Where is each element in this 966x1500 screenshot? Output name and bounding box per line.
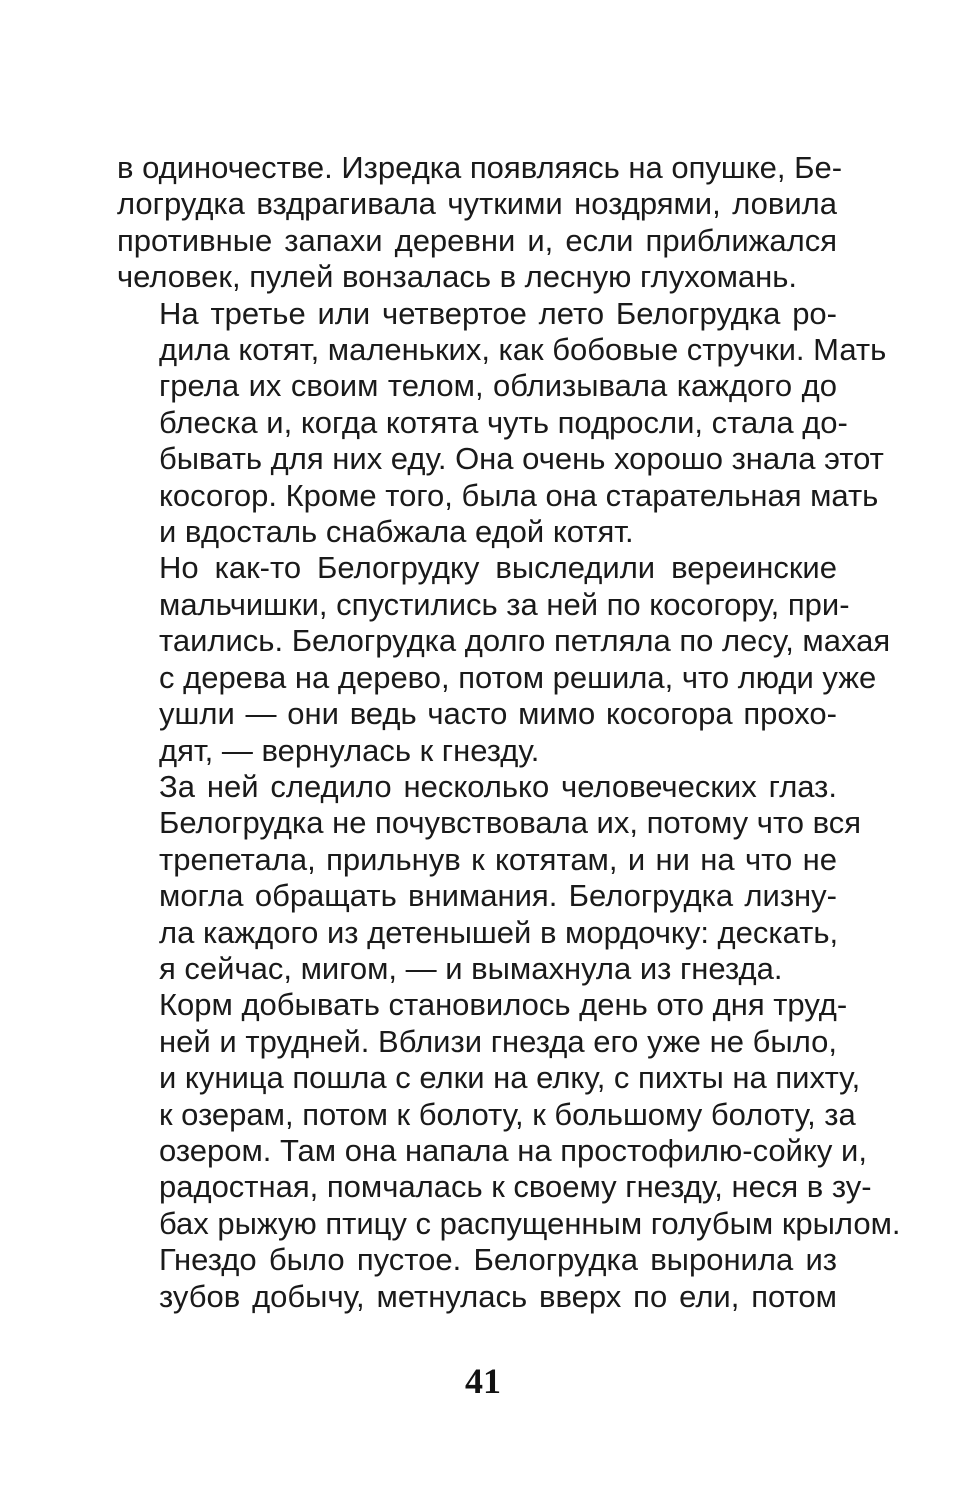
text-line: ла каждого из детенышей в мордочку: дескать, bbox=[159, 914, 839, 950]
text-line: ушли — они ведь часто мимо косогора прохо- bbox=[159, 696, 837, 732]
text-line: могла обращать внимания. Белогрудка лизну- bbox=[159, 878, 837, 914]
text-line: бывать для них еду. Она очень хорошо знала этот bbox=[159, 441, 884, 477]
text-line: косогор. Кроме того, была она старательная мать bbox=[159, 477, 879, 513]
text-line: мальчишки, спустились за ней по косогору, при- bbox=[159, 586, 850, 622]
text-line: Гнездо было пустое. Белогрудка выронила из bbox=[159, 1242, 837, 1278]
text-line: грела их своим телом, облизывала каждого до bbox=[159, 368, 837, 404]
text-line: с дерева на дерево, потом решила, что люди уже bbox=[159, 659, 877, 695]
text-line: Белогрудка не почувствовала их, потому что вся bbox=[159, 805, 862, 841]
text-line: За ней следило несколько человеческих глаз. bbox=[159, 768, 837, 804]
text-line: радостная, помчалась к своему гнезду, неся в зу- bbox=[159, 1169, 872, 1205]
text-line: ней и трудней. Вблизи гнезда его уже не было, bbox=[159, 1023, 837, 1059]
paragraph-2 bbox=[117, 295, 887, 551]
text-line: в одиночестве. Изредка появляясь на опушке, Бе- bbox=[117, 150, 843, 185]
text-line: трепетала, прильнув к котятам, и ни на что не bbox=[159, 841, 837, 877]
text-line: противные запахи деревни и, если приближался bbox=[117, 222, 837, 258]
text-line: дила котят, маленьких, как бобовые стручки. Мать bbox=[159, 332, 887, 368]
text-line: человек, пулей вонзалась в лесную глухомань. bbox=[117, 259, 798, 295]
text-line: На третье или четвертое лето Белогрудка ро- bbox=[159, 295, 837, 331]
text-line: Но как-то Белогрудку выследили вереинские bbox=[159, 550, 837, 586]
text-line: и вдосталь снабжала едой котят. bbox=[159, 514, 634, 550]
text-line: дят, — вернулась к гнезду. bbox=[159, 732, 540, 768]
text-line: блеска и, когда котята чуть подросли, стала до- bbox=[159, 404, 848, 440]
text-line: и куница пошла с елки на елку, с пихты на пихту, bbox=[159, 1060, 861, 1096]
paragraph-5 bbox=[117, 987, 901, 1242]
text-line: бах рыжую птицу с распущенным голубым крылом. bbox=[159, 1205, 901, 1241]
text-line: таились. Белогрудка долго петляла по лесу, махая bbox=[159, 623, 891, 659]
paragraph-1 bbox=[117, 150, 843, 296]
body-text bbox=[117, 150, 901, 1315]
text-line: к озерам, потом к болоту, к большому болоту, за bbox=[159, 1096, 856, 1132]
text-line: зубов добычу, метнулась вверх по ели, потом bbox=[159, 1278, 837, 1314]
paragraph-4 bbox=[117, 768, 862, 987]
page-number: 41 bbox=[465, 1361, 501, 1401]
text-line: логрудка вздрагивала чуткими ноздрями, ловила bbox=[117, 186, 837, 222]
paragraph-6 bbox=[117, 1242, 837, 1315]
paragraph-3 bbox=[117, 550, 891, 768]
text-line: озером. Там она напала на простофилю-сойку и, bbox=[159, 1132, 867, 1168]
text-line: я сейчас, мигом, — и вымахнула из гнезда. bbox=[159, 950, 783, 986]
text-line: Корм добывать становилось день ото дня труд- bbox=[159, 987, 848, 1023]
